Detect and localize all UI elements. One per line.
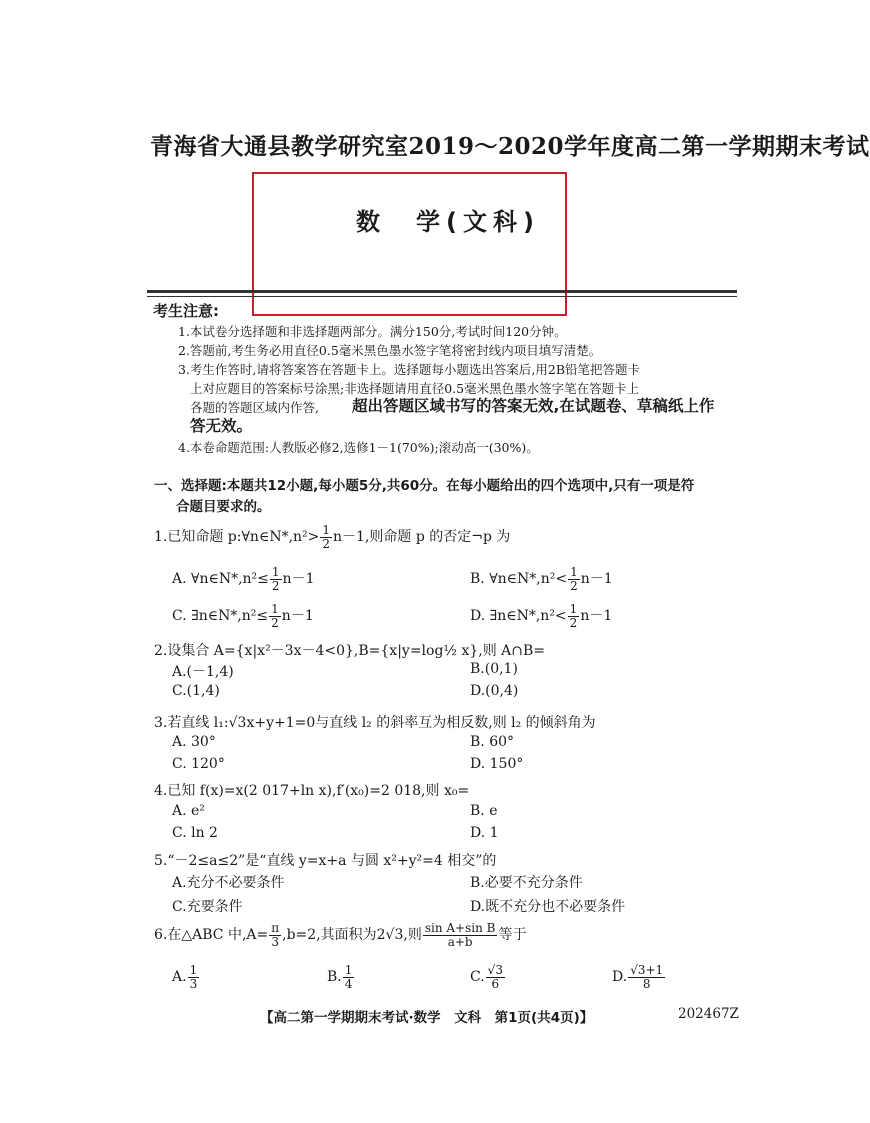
fraction: [423, 922, 498, 948]
exam-title: 青海省大通县教学研究室2019～2020学年度高二第一学期期末考试: [150, 133, 870, 160]
numerator: 1: [570, 565, 578, 579]
question-4: 4.已知 f(x)=x(2 017+ln x),f′(x₀)=2 018,则 x₀=: [154, 783, 470, 799]
q3-option-d[interactable]: D. 150°: [470, 756, 524, 772]
numerator: 1: [271, 602, 279, 616]
numerator: sin A+sin B: [424, 921, 496, 935]
notice-emphasis: 答无效。: [190, 417, 253, 435]
fraction: [568, 566, 580, 592]
fraction: [269, 603, 281, 629]
option-letter: A.: [172, 969, 187, 986]
numerator: 1: [189, 963, 198, 977]
fraction: [343, 964, 355, 990]
fraction: [568, 603, 580, 629]
paper-code: 202467Z: [678, 1006, 739, 1022]
notice-line: 各题的答题区域内作答,: [190, 400, 319, 415]
numerator: 1: [569, 602, 578, 616]
option-text: A. ∀n∈N*,n²≤: [172, 571, 269, 588]
option-text: n－1: [580, 608, 613, 625]
numerator: 1: [271, 565, 280, 579]
q5-option-a[interactable]: A.充分不必要条件: [172, 875, 285, 891]
option-text: D. ∃n∈N*,n²<: [470, 608, 567, 625]
q1-option-c[interactable]: [172, 603, 314, 629]
numerator: √3: [487, 963, 503, 977]
q4-option-b[interactable]: B. e: [470, 803, 498, 819]
section-heading: 一、选择题:本题共12小题,每小题5分,共60分。在每小题给出的四个选项中,只有一项是符: [154, 478, 695, 494]
q2-option-d[interactable]: D.(0,4): [470, 683, 519, 699]
question-2: 2.设集合 A={x|x²－3x－4<0},B={x|y=log½ x},则 A∩B=: [154, 643, 546, 659]
q5-option-d[interactable]: D.既不充分也不必要条件: [470, 899, 626, 915]
divider-thin: [147, 296, 737, 297]
option-letter: C.: [470, 969, 485, 986]
highlight-box: [252, 172, 567, 316]
numerator: √3+1: [630, 963, 664, 977]
denominator: 6: [491, 976, 500, 991]
q1-option-a[interactable]: [172, 566, 314, 592]
denominator: a+b: [447, 934, 473, 949]
section-heading-cont: 合题目要求的。: [176, 499, 271, 515]
denominator: 2: [271, 615, 279, 630]
denominator: 2: [570, 578, 578, 593]
question-3: 3.若直线 l₁:√3x+y+1=0与直线 l₂ 的斜率互为相反数,则 l₂ 的倾斜角为: [154, 715, 596, 731]
q4-option-d[interactable]: D. 1: [470, 825, 499, 841]
option-text: n－1: [580, 571, 613, 588]
q2-option-a[interactable]: A.(－1,4): [172, 664, 234, 680]
option-text: C. ∃n∈N*,n²≤: [172, 608, 269, 625]
q1-stem-a: 1.已知命题 p:∀n∈N*,n²>: [154, 529, 320, 546]
denominator: 3: [189, 976, 198, 991]
q6-option-a[interactable]: [172, 964, 200, 990]
q3-option-a[interactable]: A. 30°: [172, 734, 216, 750]
notice-line: 上对应题目的答案标号涂黑;非选择题请用直径0.5毫米黑色墨水签字笔在答题卡上: [190, 381, 640, 396]
q4-option-c[interactable]: C. ln 2: [172, 825, 218, 841]
denominator: 3: [271, 934, 280, 949]
question-5: 5.“－2≤a≤2”是“直线 y=x+a 与圆 x²+y²=4 相交”的: [154, 853, 497, 869]
notice-emphasis: 超出答题区域书写的答案无效,在试题卷、草稿纸上作: [352, 397, 715, 415]
question-1: [154, 524, 510, 550]
notice-line: 2.答题前,考生务必用直径0.5毫米黑色墨水签字笔将密封线内项目填写清楚。: [178, 343, 602, 358]
fraction: [486, 964, 505, 990]
notice-line: 3.考生作答时,请将答案答在答题卡上。选择题每小题选出答案后,用2B铅笔把答题卡: [178, 362, 641, 377]
divider-thick: [147, 290, 737, 293]
denominator: 2: [569, 615, 578, 630]
option-letter: D.: [612, 969, 628, 986]
option-text: n－1: [281, 608, 314, 625]
fraction: [320, 524, 332, 550]
q5-option-c[interactable]: C.充要条件: [172, 899, 243, 915]
subject-title: 数 学(文科): [356, 208, 540, 236]
q1-option-b[interactable]: [470, 566, 613, 592]
q1-stem-b: n－1,则命题 p 的否定¬p 为: [333, 529, 511, 546]
q6-stem-c: 等于: [498, 927, 527, 944]
q3-option-b[interactable]: B. 60°: [470, 734, 515, 750]
denominator: 2: [271, 578, 280, 593]
option-text: n－1: [282, 571, 315, 588]
fraction: [270, 566, 282, 592]
q4-option-a[interactable]: A. e²: [172, 803, 205, 819]
q2-option-b[interactable]: B.(0,1): [470, 661, 518, 677]
q1-option-d[interactable]: [470, 603, 612, 629]
option-text: B. ∀n∈N*,n²<: [470, 571, 568, 588]
fraction: [188, 964, 200, 990]
notice-line: 4.本卷命题范围:人教版必修2,选修1－1(70%);滚动高一(30%)。: [178, 440, 539, 455]
numerator: 1: [344, 963, 353, 977]
notice-line: 1.本试卷分选择题和非选择题两部分。满分150分,考试时间120分钟。: [178, 324, 567, 339]
q6-stem-b: ,b=2,其面积为2√3,则: [282, 927, 422, 944]
q3-option-c[interactable]: C. 120°: [172, 756, 225, 772]
fraction: [269, 922, 281, 948]
q6-stem-a: 6.在△ABC 中,A=: [154, 927, 269, 944]
q2-option-c[interactable]: C.(1,4): [172, 683, 220, 699]
q6-option-b[interactable]: [327, 964, 355, 990]
numerator: π: [271, 921, 280, 935]
question-6: [154, 922, 526, 948]
numerator: 1: [322, 523, 331, 537]
notice-heading: 考生注意:: [153, 302, 219, 320]
denominator: 8: [642, 976, 651, 991]
option-letter: B.: [327, 969, 342, 986]
q5-option-b[interactable]: B.必要不充分条件: [470, 875, 583, 891]
denominator: 4: [344, 976, 353, 991]
q6-option-c[interactable]: [470, 964, 506, 990]
denominator: 2: [322, 536, 331, 551]
page-footer: 【高二第一学期期末考试·数学 文科 第1页(共4页)】: [260, 1010, 594, 1026]
q6-option-d[interactable]: [612, 964, 666, 990]
fraction: [628, 964, 665, 990]
